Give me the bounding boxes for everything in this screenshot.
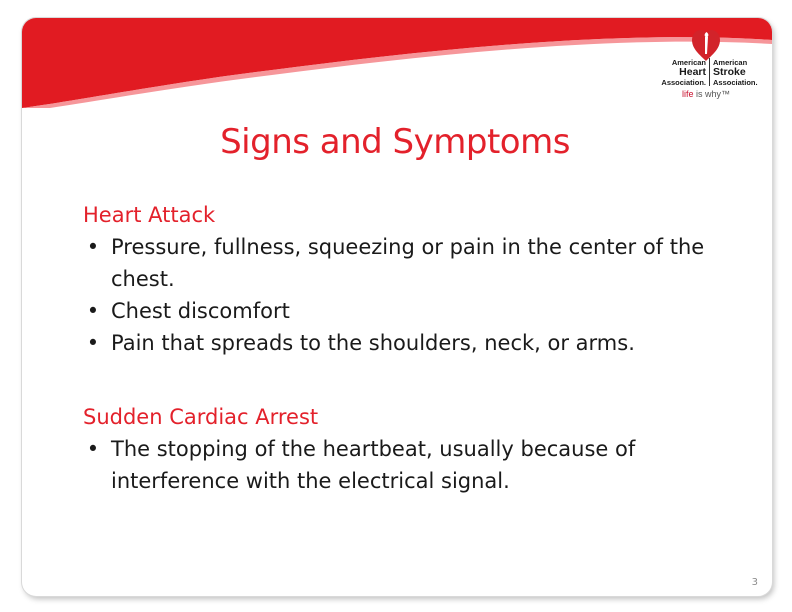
bullet-item: [83, 433, 723, 497]
logo-divider: [709, 58, 710, 86]
logo-tagline: [682, 89, 730, 99]
bullet-text: Pain that spreads to the shoulders, neck, or arms.: [111, 331, 635, 355]
bullet-dot: •: [86, 331, 100, 355]
logo-aha-line2: Heart: [679, 66, 706, 78]
bullet-item: [83, 295, 723, 327]
heart-torch-icon: [690, 28, 722, 62]
section-spacer: [83, 359, 723, 401]
bullet-item: [83, 327, 723, 359]
slide-body: [83, 199, 723, 497]
page-number: 3: [751, 577, 758, 588]
bullet-list-heart-attack: [83, 231, 723, 359]
tagline-rest: is why™: [693, 89, 731, 99]
slide-title: Signs and Symptoms: [220, 122, 570, 162]
section-heading-heart-attack: Heart Attack: [83, 203, 216, 227]
logo-asa-line3: Association.: [713, 78, 758, 87]
bullet-list-cardiac-arrest: [83, 433, 723, 497]
aha-asa-logo: [650, 28, 770, 120]
bullet-item: [83, 231, 723, 295]
logo-aha-line1: American: [671, 58, 706, 67]
logo-asa-text: [713, 58, 772, 87]
logo-aha-line3: Association.: [661, 78, 706, 87]
section-heading-cardiac-arrest: Sudden Cardiac Arrest: [83, 405, 319, 429]
bullet-dot: •: [86, 299, 100, 323]
tagline-life: life: [682, 89, 694, 99]
bullet-text: Chest discomfort: [111, 299, 290, 323]
slide: [22, 18, 772, 596]
bullet-text: The stopping of the heartbeat, usually because of interference with the electrical signal.: [111, 437, 636, 493]
logo-asa-line2: Stroke: [713, 66, 746, 78]
logo-asa-line1: American: [713, 58, 748, 67]
logo-aha-text: [650, 58, 706, 87]
bullet-text: Pressure, fullness, squeezing or pain in the center of the chest.: [111, 235, 705, 291]
bullet-dot: •: [86, 437, 100, 461]
bullet-dot: •: [86, 235, 100, 259]
